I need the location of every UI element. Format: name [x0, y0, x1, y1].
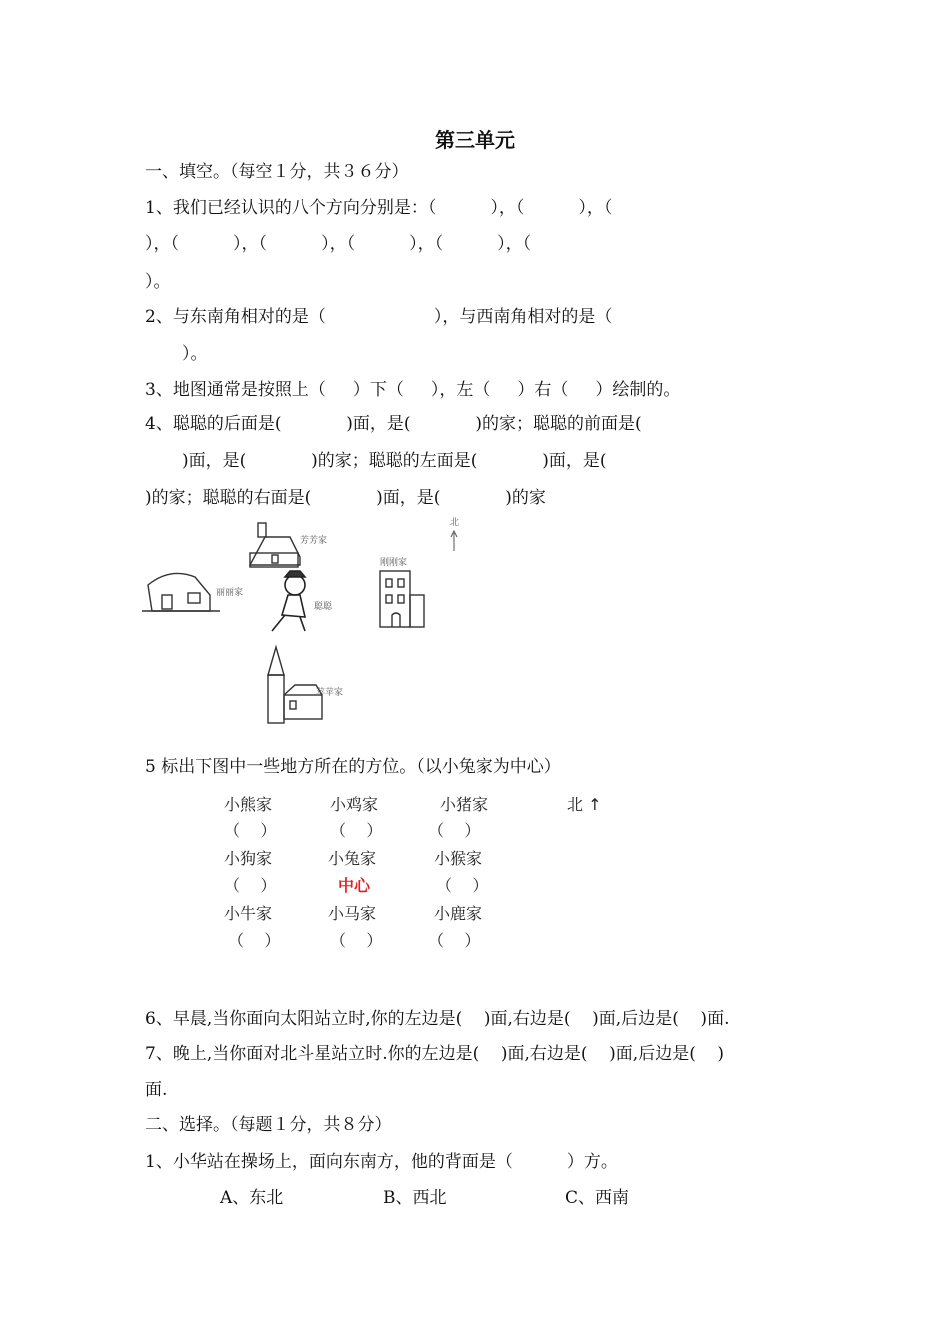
grid-blank: （ ） [330, 931, 383, 950]
fangfang-label: 芳芳家 [300, 536, 328, 546]
pingping-tower-icon [268, 647, 322, 723]
grid-cow: 小牛家 [224, 904, 273, 923]
q1-line3: ）。 [145, 272, 171, 292]
gangang-building-icon [380, 571, 424, 627]
grid-blank: （ ） [224, 876, 277, 895]
congcong-figure-icon [272, 571, 305, 631]
grid-bear: 小熊家 [224, 795, 273, 814]
section2-header: 二、选择。（每题１分，共８分） [145, 1115, 392, 1135]
page-title: 第三单元 [435, 128, 515, 152]
direction-picture [140, 515, 470, 730]
grid-blank: （ ） [428, 931, 481, 950]
gangang-label: 刚刚家 [380, 558, 408, 568]
q2-line1: 2、与东南角相对的是（ ），与西南角相对的是（ [145, 307, 613, 327]
q6: 6、早晨,当你面向太阳站立时,你的左边是( )面,右边是( )面,后边是( )面. [145, 1009, 730, 1029]
s2-q1-option-c: C、西南 [565, 1188, 630, 1208]
grid-deer: 小鹿家 [434, 904, 483, 923]
fangfang-house-icon [250, 523, 300, 567]
grid-rabbit: 小兔家 [328, 849, 377, 868]
grid-blank: （ ） [436, 876, 489, 895]
q4-line2: )面，是( )的家；聪聪的左面是( )面，是( [182, 451, 607, 471]
q4-line3: )的家；聪聪的右面是( )面，是( )的家 [145, 488, 546, 508]
grid-horse: 小马家 [328, 904, 377, 923]
grid-dog: 小狗家 [224, 849, 273, 868]
s2-q1-option-b: B、西北 [383, 1188, 447, 1208]
lili-house-icon [142, 573, 220, 611]
section1-header: 一、填空。（每空１分，共３６分） [145, 162, 409, 182]
grid-monkey: 小猴家 [434, 849, 483, 868]
grid-blank: （ ） [228, 931, 281, 950]
north-arrow-icon [451, 531, 457, 551]
grid-chicken: 小鸡家 [330, 795, 379, 814]
north-label: 北 [450, 518, 460, 528]
grid-pig: 小猪家 [440, 795, 489, 814]
q2-line2: ）。 [182, 344, 208, 364]
q1-line2: ），（ ），（ ），（ ），（ ），（ [145, 234, 532, 254]
q3: 3、地图通常是按照上（ ）下（ ），左（ ）右（ ）绘制的。 [145, 380, 681, 400]
grid-blank: （ ） [224, 821, 277, 840]
q4-line1: 4、聪聪的后面是( )面，是( )的家；聪聪的前面是( [145, 414, 642, 434]
grid-blank: （ ） [428, 821, 481, 840]
congcong-label: 聪聪 [314, 602, 333, 612]
s2-q1: 1、小华站在操场上，面向东南方，他的背面是（ ）方。 [145, 1152, 618, 1172]
q1-line1: 1、我们已经认识的八个方向分别是：（ ），（ ），（ [145, 198, 613, 218]
grid-center: 中心 [338, 876, 371, 895]
q7-line2: 面. [145, 1080, 168, 1100]
lili-label: 丽丽家 [216, 588, 244, 598]
q7-line1: 7、晚上,当你面对北斗星站立时.你的左边是( )面,右边是( )面,后边是( ) [145, 1044, 725, 1064]
pingping-label: 苹苹家 [316, 688, 344, 698]
grid-north: 北 ↑ [567, 795, 602, 814]
grid-blank: （ ） [330, 821, 383, 840]
q5: 5 标出下图中一些地方所在的方位。（以小兔家为中心） [145, 757, 561, 777]
s2-q1-option-a: A、东北 [220, 1188, 284, 1208]
